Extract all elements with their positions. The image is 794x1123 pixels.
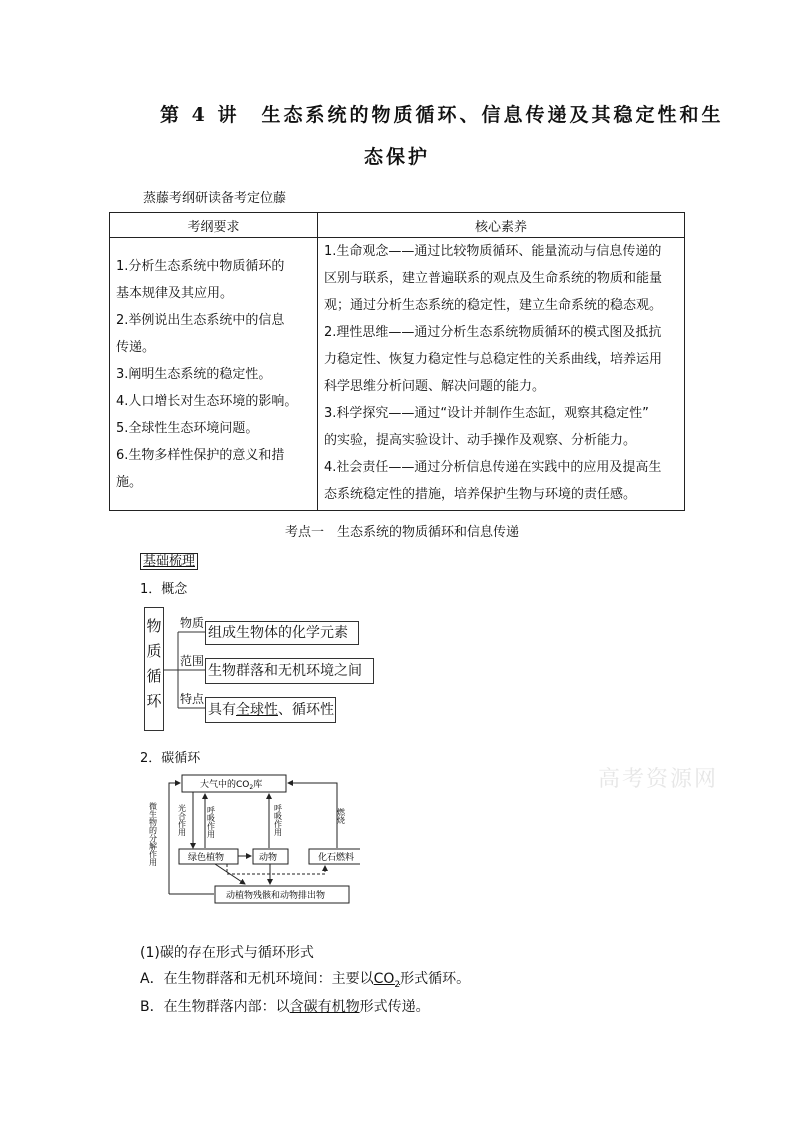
- branch-label-feature: 特点: [180, 692, 205, 706]
- requirements-table: [109, 212, 685, 511]
- branch-text: 生物群落和无机环境之间: [208, 663, 362, 679]
- right-line: 4.社会责任——通过分析信息传递在实践中的应用及提高生: [324, 460, 662, 475]
- branch-label-matter: 物质: [180, 616, 205, 630]
- root-char: 物: [146, 617, 162, 635]
- para-1: (1)碳的存在形式与循环形式: [140, 945, 314, 961]
- animals-label: 动物: [259, 853, 278, 863]
- plants-label: 绿色植物: [188, 853, 225, 863]
- branch-text: 组成生物体的化学元素: [208, 625, 348, 641]
- right-line: 区别与联系，建立普遍联系的观点及生命系统的物质和能量: [324, 271, 663, 286]
- root-char: 质: [146, 642, 162, 660]
- left-line: 3.阐明生态系统的稳定性。: [116, 366, 272, 382]
- left-line: 1.分析生态系统中物质循环的: [116, 258, 285, 274]
- concept-root-box: [144, 607, 164, 731]
- para-B-underlined: 含碳有机物: [289, 999, 360, 1015]
- atmosphere-label: 大气中的$CO_2$库: [200, 780, 263, 791]
- para-A-pre: A．在生物群落和无机环境间：主要以: [140, 971, 374, 987]
- table-cell-right: [318, 238, 685, 511]
- fossil-label: 化石燃料: [318, 853, 355, 863]
- table-cell-left: [110, 238, 318, 511]
- resp1-label: 呼吸作用: [206, 806, 216, 838]
- right-line: 观；通过分析生态系统的稳定性，建立生命系统的稳态观。: [324, 298, 663, 313]
- branch-box-scope: [205, 658, 374, 684]
- table-header-right: 核心素养: [318, 213, 685, 238]
- para-A: [140, 968, 470, 990]
- decomp-label: 微生物的分解作用: [148, 802, 158, 866]
- kaodian-heading: 考点一 生态系统的物质循环和信息传递: [285, 525, 520, 540]
- residue-label: 动植物残骸和动物排出物: [226, 891, 326, 901]
- carbon-cycle-diagram: [145, 772, 360, 907]
- watermark: 高考资源网: [598, 767, 719, 792]
- branch-box-matter: [205, 621, 359, 645]
- branch-label-scope: 范围: [180, 654, 205, 668]
- para-A-post: 形式循环。: [400, 971, 471, 987]
- para-B-pre: B．在生物群落内部：以: [140, 999, 290, 1015]
- page-title-line1: 第 4 讲 生态系统的物质循环、信息传递及其稳定性和生: [160, 104, 724, 126]
- jichu-label: 基础梳理: [140, 553, 198, 570]
- right-line: 3.科学探究——通过“设计并制作生态缸，观察其稳定性”: [324, 406, 649, 421]
- right-line: 力稳定性、恢复力稳定性与总稳定性的关系曲线，培养运用: [324, 352, 663, 367]
- left-line: 2.举例说出生态系统中的信息: [116, 312, 285, 328]
- right-line: 2.理性思维——通过分析生态系统物质循环的模式图及抵抗: [324, 325, 662, 340]
- left-line: 5.全球性生态环境问题。: [116, 420, 259, 436]
- right-line: 的实验，提高实验设计、动手操作及观察、分析能力。: [324, 433, 637, 448]
- branch-text-underlined: 全球性: [236, 702, 278, 718]
- page-title-line2: 态保护: [364, 146, 431, 168]
- table-header-left: 考纲要求: [110, 213, 318, 238]
- resp2-label: 呼吸作用: [273, 804, 283, 836]
- para-B-post: 形式传递。: [359, 999, 430, 1015]
- para-B: [140, 996, 430, 1016]
- item1-label: 1．概念: [140, 582, 188, 597]
- left-line: 6.生物多样性保护的意义和措: [116, 447, 285, 463]
- section-subtitle: 蒸藤考纲研读备考定位藤: [143, 191, 287, 206]
- branch-box-feature: [205, 697, 336, 723]
- right-line: 科学思维分析问题、解决问题的能力。: [324, 379, 546, 394]
- root-char: 循: [146, 667, 162, 685]
- burn-label: 燃烧: [336, 808, 346, 824]
- right-line: 态系统稳定性的措施，培养保护生物与环境的责任感。: [324, 487, 637, 502]
- right-line: 1.生命观念——通过比较物质循环、能量流动与信息传递的: [324, 244, 662, 259]
- left-line: 传递。: [116, 339, 156, 355]
- left-line: 施。: [116, 474, 143, 490]
- branch-text: 、循环性: [278, 702, 334, 718]
- left-line: 基本规律及其应用。: [116, 285, 234, 301]
- left-line: 4.人口增长对生态环境的影响。: [116, 393, 298, 409]
- branch-text: 具有: [208, 702, 236, 718]
- root-char: 环: [146, 692, 162, 710]
- item2-label: 2．碳循环: [140, 751, 201, 766]
- photosyn-label: 光合作用: [177, 804, 187, 836]
- para-A-co2: $CO_2$: [373, 971, 401, 990]
